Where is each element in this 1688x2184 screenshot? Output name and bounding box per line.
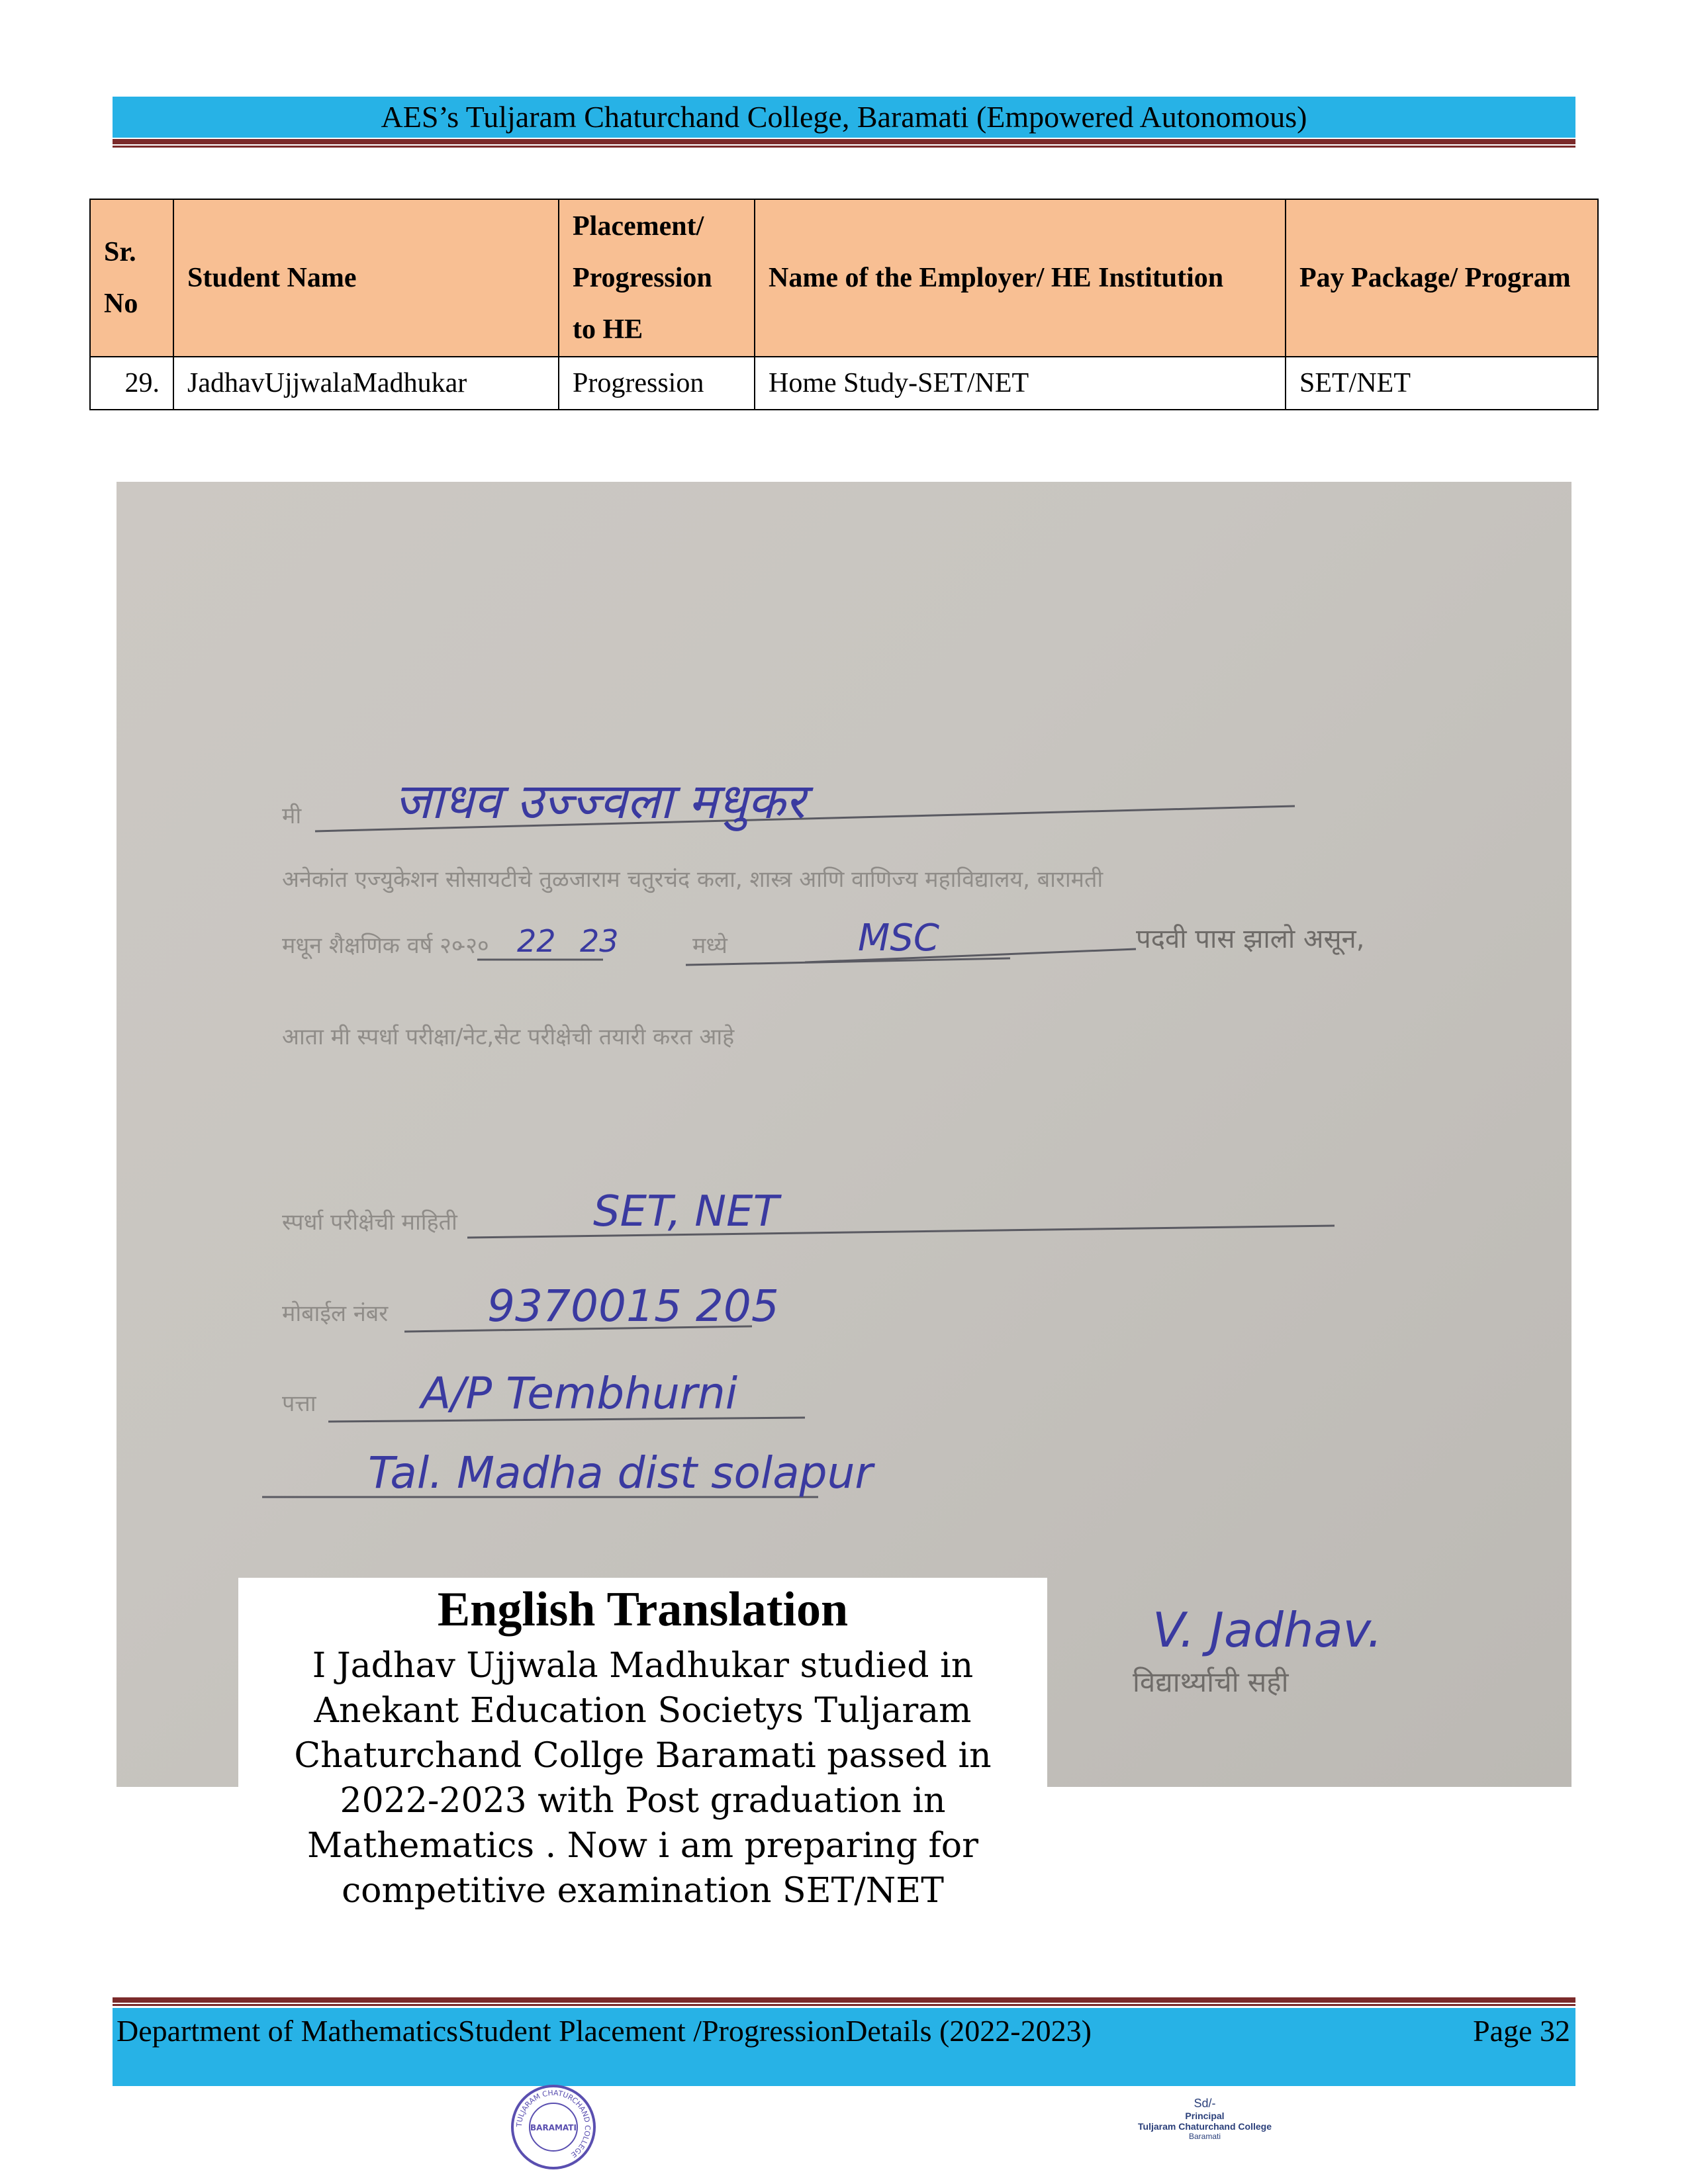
form-line4: आता मी स्पर्धा परीक्षा/नेट,सेट परीक्षेची तयारी करत आहे (282, 1024, 735, 1050)
cell-package: SET/NET (1286, 357, 1598, 410)
principal-title: Principal (1185, 2111, 1225, 2121)
exam-label: स्पर्धा परीक्षेची माहिती (282, 1209, 457, 1236)
cell-name: JadhavUjjwalaMadhukar (173, 357, 559, 410)
handwritten-exam: SET, NET (593, 1187, 779, 1236)
form-line3-prefix: मधून शैक्षणिक वर्ष २० (282, 933, 463, 959)
form-line1-label: मी (282, 803, 302, 829)
header-rule (113, 139, 1575, 144)
form-line3-after: मध्ये (692, 933, 727, 959)
form-line3-suffix: पदवी पास झालो असून, (1136, 924, 1365, 954)
col-sr-no: Sr. No (90, 199, 173, 357)
header-rule-thin (113, 146, 1575, 148)
handwritten-signature: V. Jadhav. (1152, 1602, 1383, 1658)
col-placement: Placement/ Progression to HE (559, 199, 755, 357)
handwritten-mobile: 9370015 205 (487, 1281, 779, 1332)
cell-placement: Progression (559, 357, 755, 410)
translation-text: I Jadhav Ujjwala Madhukar studied in Anekant Education Societys Tuljaram Chaturchand Collge Baramati passed in 2022-2023 with Post graduation in Mathematics . Now i am preparing for competitive examination SET/NET (294, 1646, 992, 1911)
cell-sr: 29. (90, 357, 173, 410)
placement-table (89, 199, 1599, 410)
translation-box (238, 1578, 1047, 1926)
table-header-row (90, 199, 1598, 357)
handwritten-degree: MSC (858, 917, 939, 960)
principal-signature: Sd/- (1194, 2097, 1216, 2110)
signature-label: विद्यार्थ्याची सही (1133, 1666, 1289, 1698)
principal-stamp (1125, 2097, 1284, 2183)
form-underline-degree (805, 949, 1136, 962)
handwritten-year1: 22 (517, 923, 556, 959)
seal-ring-text: TULJARAM CHATURCHAND COLLEGE (514, 2088, 592, 2160)
principal-city: Baramati (1188, 2132, 1221, 2141)
form-line3-mid: -२० (457, 933, 489, 959)
handwritten-name: जाधव उज्ज्वला मधुकर (395, 773, 806, 830)
cell-employer: Home Study-SET/NET (755, 357, 1286, 410)
table-row (90, 357, 1598, 410)
mobile-label: मोबाईल नंबर (282, 1300, 389, 1327)
college-seal-icon (510, 2083, 597, 2171)
page-number: Page 32 (1473, 2014, 1570, 2048)
address-label: पत्ता (282, 1390, 316, 1417)
footer-rule (113, 1997, 1575, 2003)
principal-college: Tuljaram Chaturchand College (1138, 2121, 1272, 2132)
footer-rule-thin (113, 2004, 1575, 2006)
handwritten-address1: A/P Tembhurni (421, 1368, 738, 1419)
translation-heading: English Translation (437, 1582, 849, 1637)
form-underline-degree-left (686, 958, 1010, 965)
page-title: AES’s Tuljaram Chaturchand College, Baramati (Empowered Autonomous) (381, 100, 1307, 134)
handwritten-year2: 23 (580, 923, 619, 959)
footer-department: Department of MathematicsStudent Placement /ProgressionDetails (2022-2023) (117, 2014, 1092, 2048)
handwritten-address2: Tal. Madha dist solapur (368, 1447, 873, 1498)
col-student-name: Student Name (173, 199, 559, 357)
col-employer: Name of the Employer/ HE Institution (755, 199, 1286, 357)
form-line2: अनेकांत एज्युकेशन सोसायटीचे तुळजाराम चतुरचंद कला, शास्त्र आणि वाणिज्य महाविद्यालय, बारामती (282, 866, 1103, 893)
col-pay-package: Pay Package/ Program (1286, 199, 1598, 357)
seal-center-text: BARAMATI (530, 2123, 577, 2132)
